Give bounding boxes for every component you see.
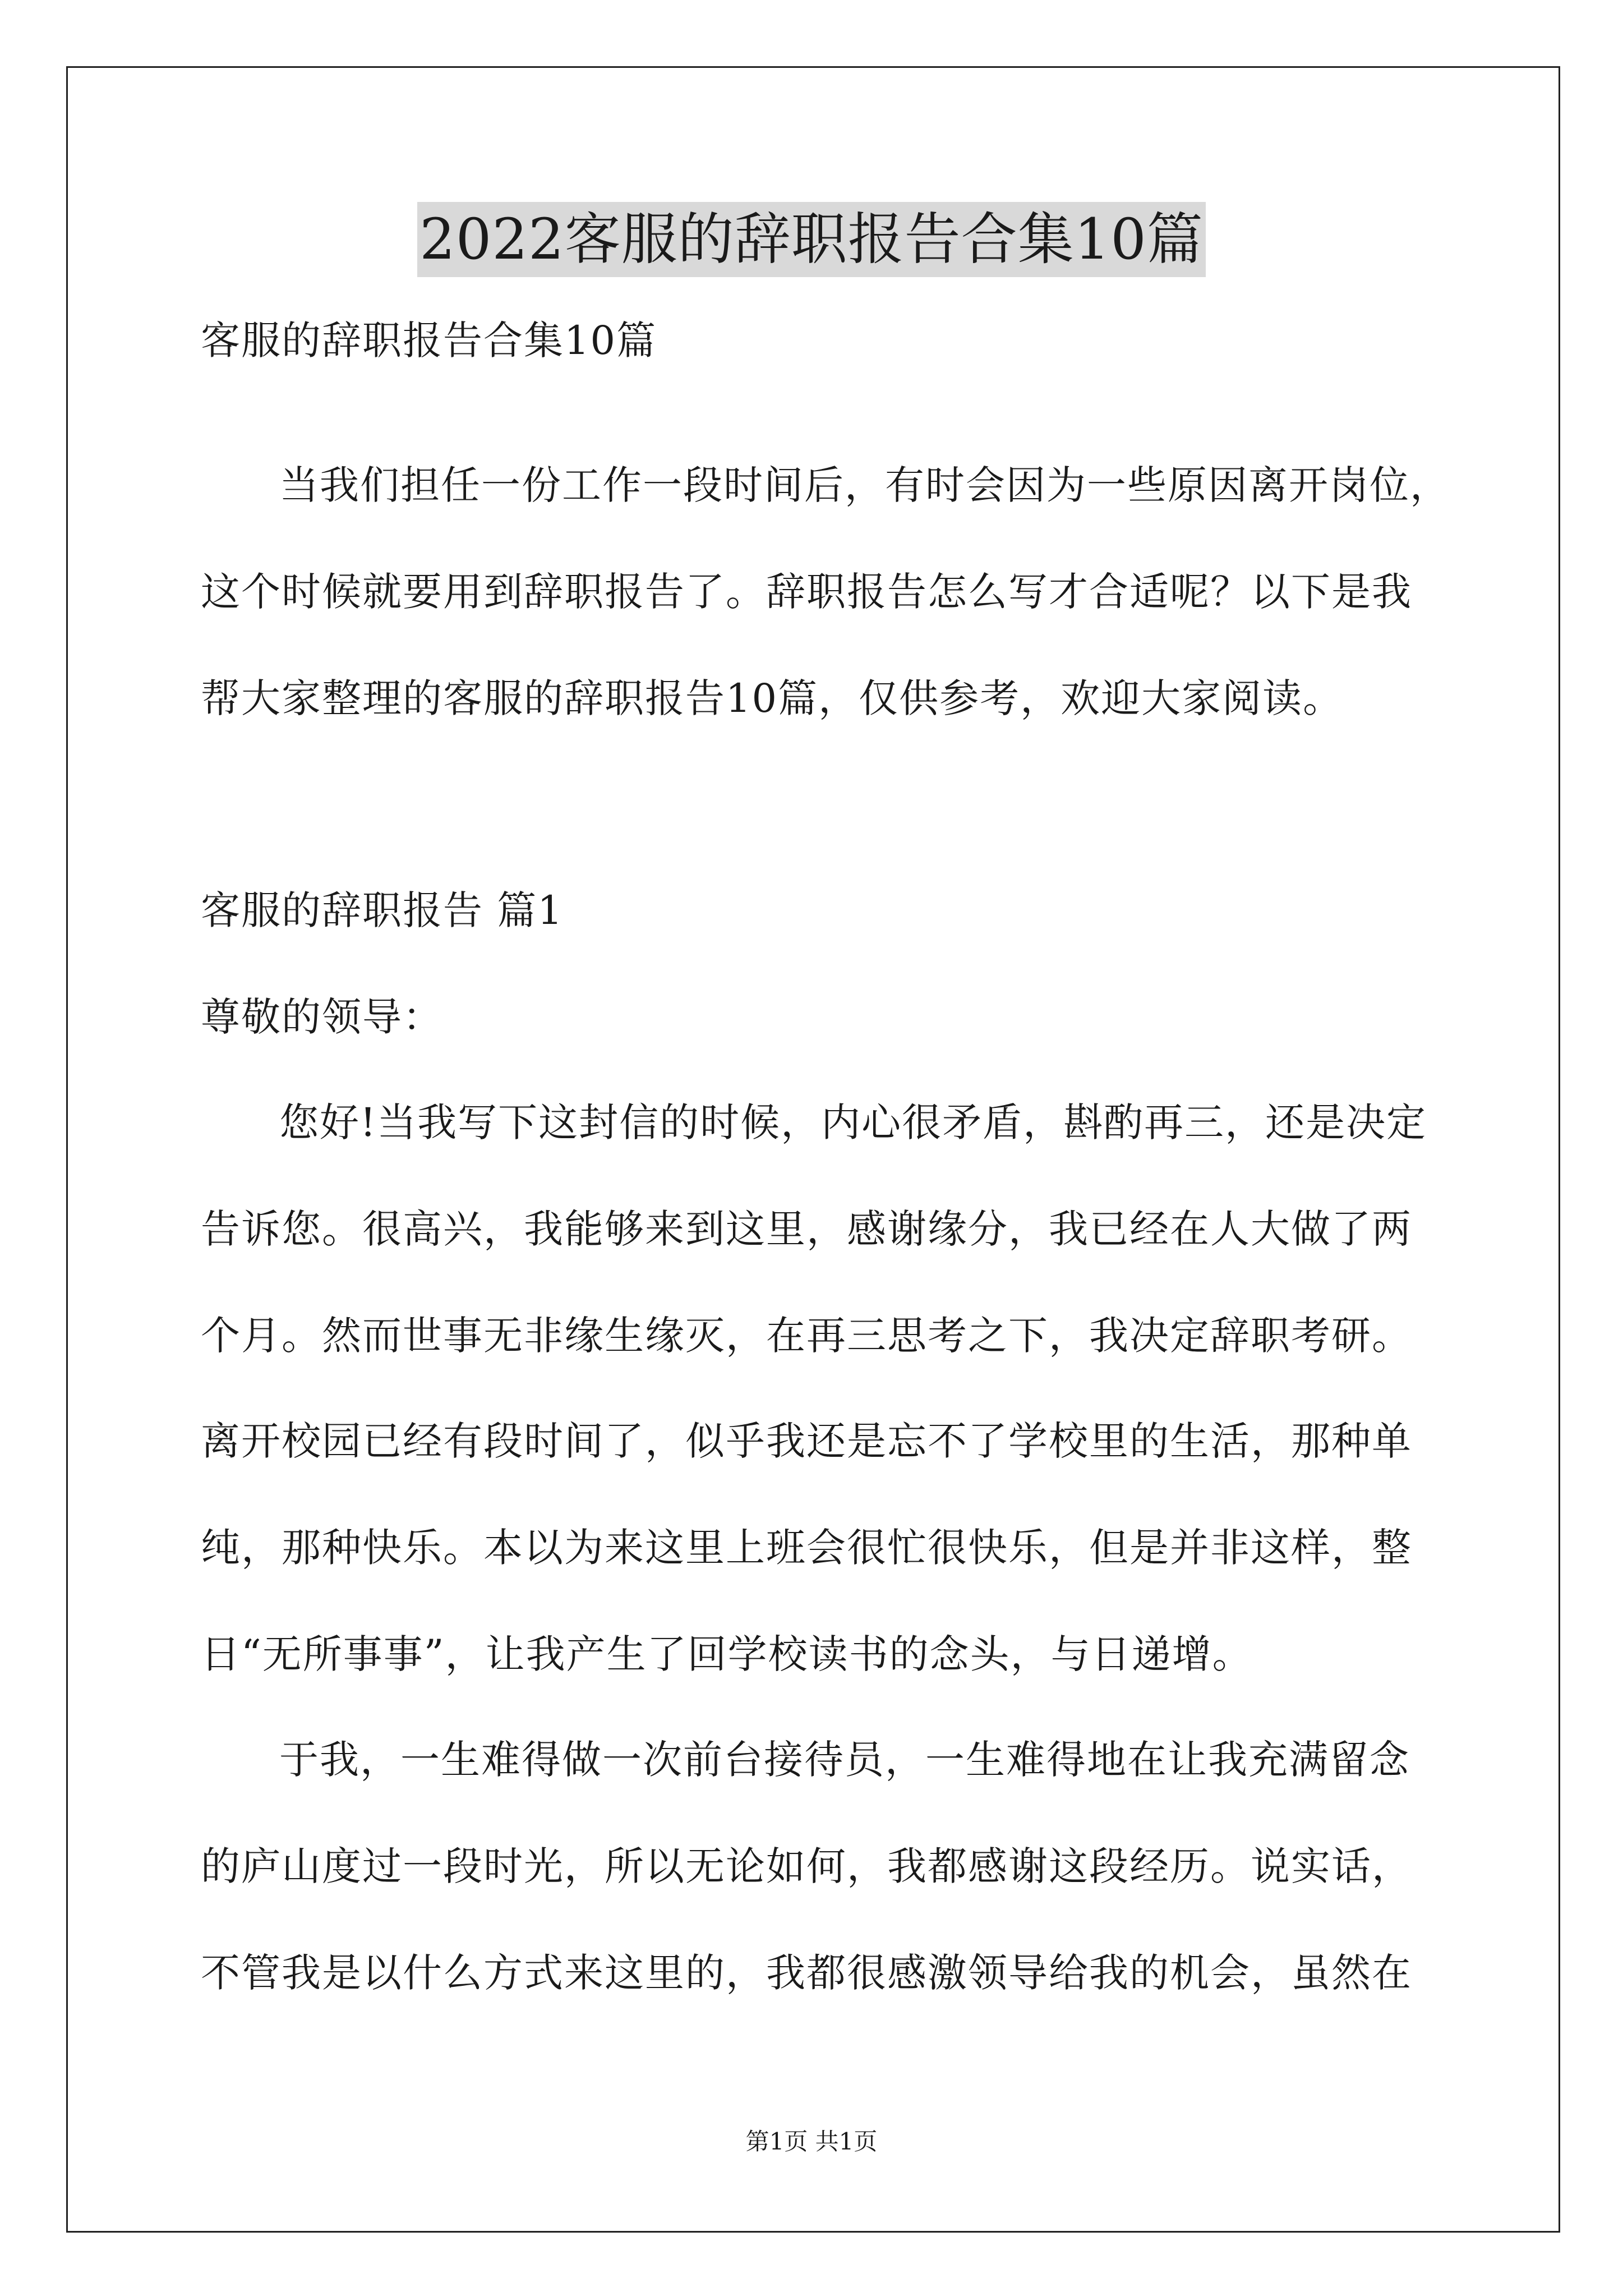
paragraph-line: 您好!当我写下这封信的时候，内心很矛盾，斟酌再三，还是决定 [279, 1099, 1427, 1145]
paragraph-line: 日“无所事事”，让我产生了回学校读书的念头，与日递增。 [201, 1631, 1253, 1677]
paragraph-line: 告诉您。很高兴，我能够来到这里，感谢缘分，我已经在人大做了两 [201, 1206, 1412, 1252]
paragraph-line: 帮大家整理的客服的辞职报告10篇，仅供参考，欢迎大家阅读。 [201, 675, 1344, 721]
paragraph-line: 这个时候就要用到辞职报告了。辞职报告怎么写才合适呢？以下是我 [201, 569, 1412, 615]
paragraph-line: 纯，那种快乐。本以为来这里上班会很忙很快乐，但是并非这样，整 [201, 1525, 1412, 1571]
subtitle-line: 客服的辞职报告合集10篇 [201, 318, 657, 364]
paragraph-line: 离开校园已经有段时间了，似乎我还是忘不了学校里的生活，那种单 [201, 1418, 1412, 1464]
paragraph-line: 个月。然而世事无非缘生缘灭，在再三思考之下，我决定辞职考研。 [201, 1313, 1412, 1359]
paragraph-line: 不管我是以什么方式来这里的，我都很感激领导给我的机会，虽然在 [201, 1950, 1412, 1996]
title-container [0, 202, 1623, 277]
paragraph-line: 的庐山度过一段时光，所以无论如何，我都感谢这段经历。说实话， [201, 1843, 1412, 1889]
page-footer: 第1页 共1页 [745, 2128, 878, 2155]
paragraph-line: 当我们担任一份工作一段时间后，有时会因为一些原因离开岗位， [279, 462, 1450, 508]
paragraph-line: 于我，一生难得做一次前台接待员，一生难得地在让我充满留念 [279, 1737, 1410, 1783]
document-title: 2022客服的辞职报告合集10篇 [417, 202, 1206, 277]
salutation-line: 尊敬的领导： [201, 994, 443, 1040]
section-heading: 客服的辞职报告 篇1 [201, 887, 564, 933]
page-border [66, 66, 1560, 2233]
